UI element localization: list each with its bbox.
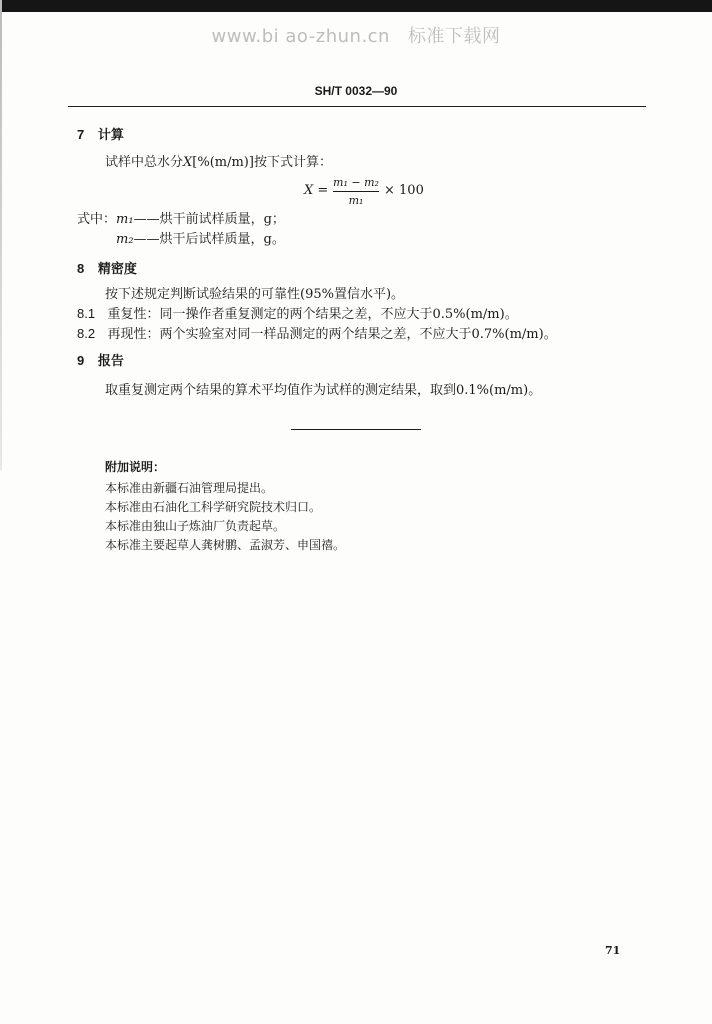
clause-8-1-text: 同一操作者重复测定的两个结果之差，不应大于0.5%(m/m)。 — [159, 307, 518, 322]
watermark-name: 标准下载网 — [407, 26, 501, 47]
section-8-number: 8 — [77, 261, 85, 276]
variable-symbol-1: m₁ — [116, 212, 134, 227]
intro-var: X — [183, 155, 193, 170]
variable-line-2 — [116, 233, 285, 246]
formula-lhs: X = — [304, 183, 329, 198]
clause-8-2-label: 再现性： — [107, 327, 160, 342]
variable-desc-2: ——烘干后试样质量，g。 — [133, 232, 285, 247]
formula-denominator: m₁ — [348, 194, 364, 207]
variable-line-1 — [77, 213, 285, 226]
section-7-title: 计算 — [97, 128, 124, 143]
header-rule — [68, 106, 646, 107]
clause-8-1 — [77, 307, 518, 321]
intro-text: 试样中总水分 — [105, 155, 184, 170]
variable-symbol-2: m₂ — [116, 232, 134, 247]
intro-tail: 按下式计算： — [253, 155, 332, 170]
variable-desc-1: ——烘干前试样质量，g； — [133, 212, 285, 227]
formula-fraction — [333, 176, 379, 207]
section-8-title: 精密度 — [97, 262, 137, 277]
end-of-text-rule — [291, 429, 421, 430]
section-9-heading — [77, 354, 124, 368]
section-7-heading — [77, 128, 124, 142]
section-7-intro — [105, 156, 332, 169]
note-line-2: 本标准由石油化工科学研究院技术归口。 — [105, 500, 322, 514]
where-label: 式中： — [77, 212, 117, 227]
clause-8-2-number: 8.2 — [77, 326, 96, 341]
scan-edge-shadow — [0, 0, 2, 470]
notes-title: 附加说明： — [105, 460, 166, 474]
section-8-intro: 按下述规定判断试验结果的可靠性(95%置信水平)。 — [105, 287, 405, 302]
note-line-1: 本标准由新疆石油管理局提出。 — [105, 481, 274, 495]
note-line-4: 本标准主要起草人龚树鹏、孟淑芳、申国禧。 — [105, 538, 346, 552]
section-9-text: 取重复测定两个结果的算术平均值作为试样的测定结果，取到0.1%(m/m)。 — [105, 383, 542, 398]
page-number: 71 — [605, 944, 621, 957]
section-7-number: 7 — [77, 127, 85, 142]
watermark — [0, 22, 712, 48]
formula-numerator: m₁ − m₂ — [333, 176, 379, 189]
top-border — [0, 0, 712, 12]
section-9-number: 9 — [77, 353, 85, 368]
standard-code: SH/T 0032—90 — [314, 84, 398, 98]
clause-8-1-number: 8.1 — [77, 306, 96, 321]
section-8-heading — [77, 262, 137, 276]
formula-multiplier: × 100 — [384, 183, 424, 198]
clause-8-2-text: 两个实验室对同一样品测定的两个结果之差，不应大于0.7%(m/m)。 — [159, 327, 557, 342]
clause-8-1-label: 重复性： — [107, 307, 160, 322]
intro-unit: [%(m/m)] — [192, 155, 254, 170]
watermark-site: www.bi ao-zhun.cn — [211, 26, 390, 47]
section-9-title: 报告 — [97, 354, 124, 369]
clause-8-2 — [77, 327, 557, 341]
note-line-3: 本标准由独山子炼油厂负责起草。 — [105, 519, 286, 533]
